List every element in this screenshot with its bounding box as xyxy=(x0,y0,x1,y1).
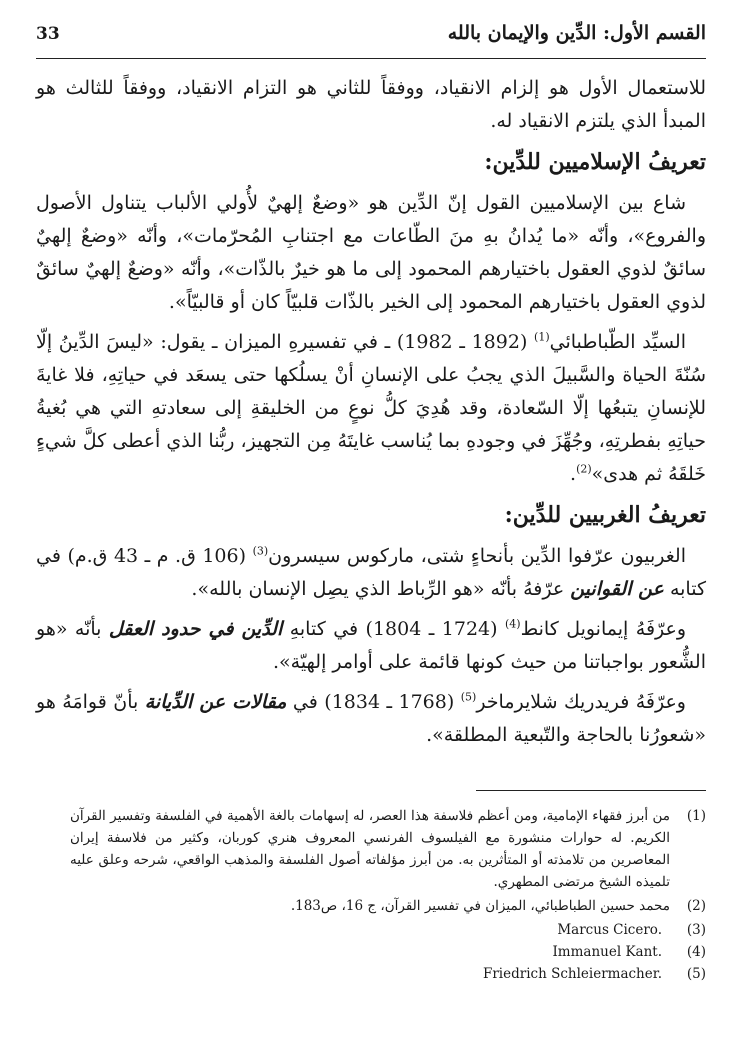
footnote-1 xyxy=(36,805,706,893)
kant-definition: بأنّه «هو الشُّعور بواجباتنا من حيث كونها قائمة على أوامر إلهيّة». xyxy=(36,618,706,673)
footnote-number: (4) xyxy=(686,944,706,960)
footnote-number: (5) xyxy=(686,966,706,982)
footnote-text: Friedrich Schleiermacher. xyxy=(482,966,662,982)
paragraph-2: شاع بين الإسلاميين القول إنّ الدِّين هو «وضعٌ إلهيٌ لأُولي الألباب يتناول الأصول والفروع»، وأنّه «ما يُدانُ بهِ منَ الطّاعات مع اجتنابِ المُحرّمات»، وأنّه «وضعٌ إلهيٌ سائقٌ لذوي العقول باختيارهم المحمود إلى ما هو خيرٌ بالذّات»، وأنّه «وضعٌ إلهيٌ سائقٌ لذوي العقول باختيارهم المحمود إلى الخير بالذّات قلبيّاً كان أو قالبيّاً». xyxy=(36,192,706,313)
footnote-2 xyxy=(36,895,706,917)
footnote-text: Immanuel Kant. xyxy=(552,944,662,960)
footnote-separator xyxy=(476,790,706,791)
kant-book-title: الدِّين في حدود العقل xyxy=(108,618,283,640)
footnote-ref-1[interactable]: (1) xyxy=(534,330,550,344)
schleiermacher-book-title: مقالات عن الدِّيانة xyxy=(144,691,287,713)
cicero-book-title: عن القوانين xyxy=(570,578,664,600)
paragraph-5 xyxy=(36,613,706,679)
page-number: 33 xyxy=(36,24,60,44)
footnote-text: Marcus Cicero. xyxy=(557,922,662,938)
footnote-3 xyxy=(36,919,706,941)
cicero-intro: الغربيون عرّفوا الدِّين بأنحاءٍ شتى، ماركوس سيسرون xyxy=(268,545,686,567)
footnote-5 xyxy=(36,963,706,985)
cicero-dates: (106 ق. م ـ 43 ق.م) في كتابه xyxy=(36,545,706,600)
paragraph-1: للاستعمال الأول هو إلزام الانقياد، ووفقاً للثاني هو التزام الانقياد، ووفقاً للثالث هو المبدأ الذي يلتزم الانقياد له. xyxy=(36,77,706,132)
footnote-ref-5[interactable]: (5) xyxy=(460,690,477,704)
schleiermacher-intro: وعرّفَهُ فريدريك شلايرماخر xyxy=(476,691,686,713)
footnote-text: محمد حسين الطباطبائي، الميزان في تفسير القرآن، ج 16، ص183. xyxy=(290,898,670,914)
footnote-4 xyxy=(36,941,706,963)
footnote-ref-4[interactable]: (4) xyxy=(505,617,521,631)
footnote-number: (3) xyxy=(686,922,706,938)
tabatabai-quote: (1892 ـ 1982) ـ في تفسيرهِ الميزان ـ يقول: «ليسَ الدِّينُ إلّا سُنّةَ الحياة والسَّبيلَ الذي يجبُ على الإنسانِ أنْ يسلُكها حتى يسعَد في حياتِهِ، فلا غايةَ للإنسانِ يتبعُها إلّا السّعادة، وقد هُدِيَ كلُّ نوعٍ من الخليقةِ إلى سعادتهِ التي هي بُغيةُ حياتِهِ بفطرتِهِ، وجُهِّزَ في وجودهِ بما يُناسب غايتَهُ مِن التجهيز، ربُّنا الذي أعطى كلَّ شيءٍ خَلقَهُ ثم هدى» xyxy=(36,331,706,485)
paragraph-4 xyxy=(36,540,706,606)
schleiermacher-dates: (1768 ـ 1834) في xyxy=(286,691,461,713)
kant-dates: (1724 ـ 1804) في كتابهِ xyxy=(282,618,505,640)
footnote-text: من أبرز فقهاء الإمامية، ومن أعظم فلاسفة هذا العصر، له إسهامات بالغة الأهمية في الفلسفة وتفسير القرآن الكريم. له حوارات منشورة مع الفيلسوف الفرنسي المعروف هنري كوربان، وكثير من فلاسفة إيران المعاصرين من تلامذته أو المتأثرين به. من أبرز مؤلفاته أصول الفلسفة والمذهب الواقعي، شرحه وعلق عليه تلميذه الشيخ مرتضى المطهري. xyxy=(70,808,670,890)
footnote-ref-3[interactable]: (3) xyxy=(252,544,269,558)
tabatabai-name: السيِّد الطّباطبائي xyxy=(549,331,686,353)
paragraph-6 xyxy=(36,686,706,752)
paragraph-3 xyxy=(36,326,706,491)
footnote-ref-2[interactable]: (2) xyxy=(576,462,592,476)
cicero-definition: عرّفهُ بأنّه «هو الرِّباط الذي يصِل الإنسان بالله». xyxy=(191,578,571,600)
footnotes xyxy=(36,805,706,985)
running-title: القسم الأول: الدِّين والإيمان بالله xyxy=(447,22,706,44)
schleiermacher-definition: بأنّ قوامَهُ هو «شعورُنا بالحاجة والتّبعية المطلقة». xyxy=(36,691,706,746)
heading-western-definition: تعريفُ الغربيين للدِّين: xyxy=(504,502,706,528)
header-rule xyxy=(36,58,706,59)
footnote-number: (1) xyxy=(686,808,706,824)
running-header xyxy=(36,22,706,52)
footnote-number: (2) xyxy=(686,898,706,914)
book-page xyxy=(36,22,706,1032)
kant-intro: وعرّفَهُ إيمانويل كانط xyxy=(520,618,687,640)
main-text xyxy=(36,72,706,752)
heading-islamic-definition: تعريفُ الإسلاميين للدِّين: xyxy=(484,149,706,175)
paragraph-3-end: . xyxy=(570,463,577,485)
